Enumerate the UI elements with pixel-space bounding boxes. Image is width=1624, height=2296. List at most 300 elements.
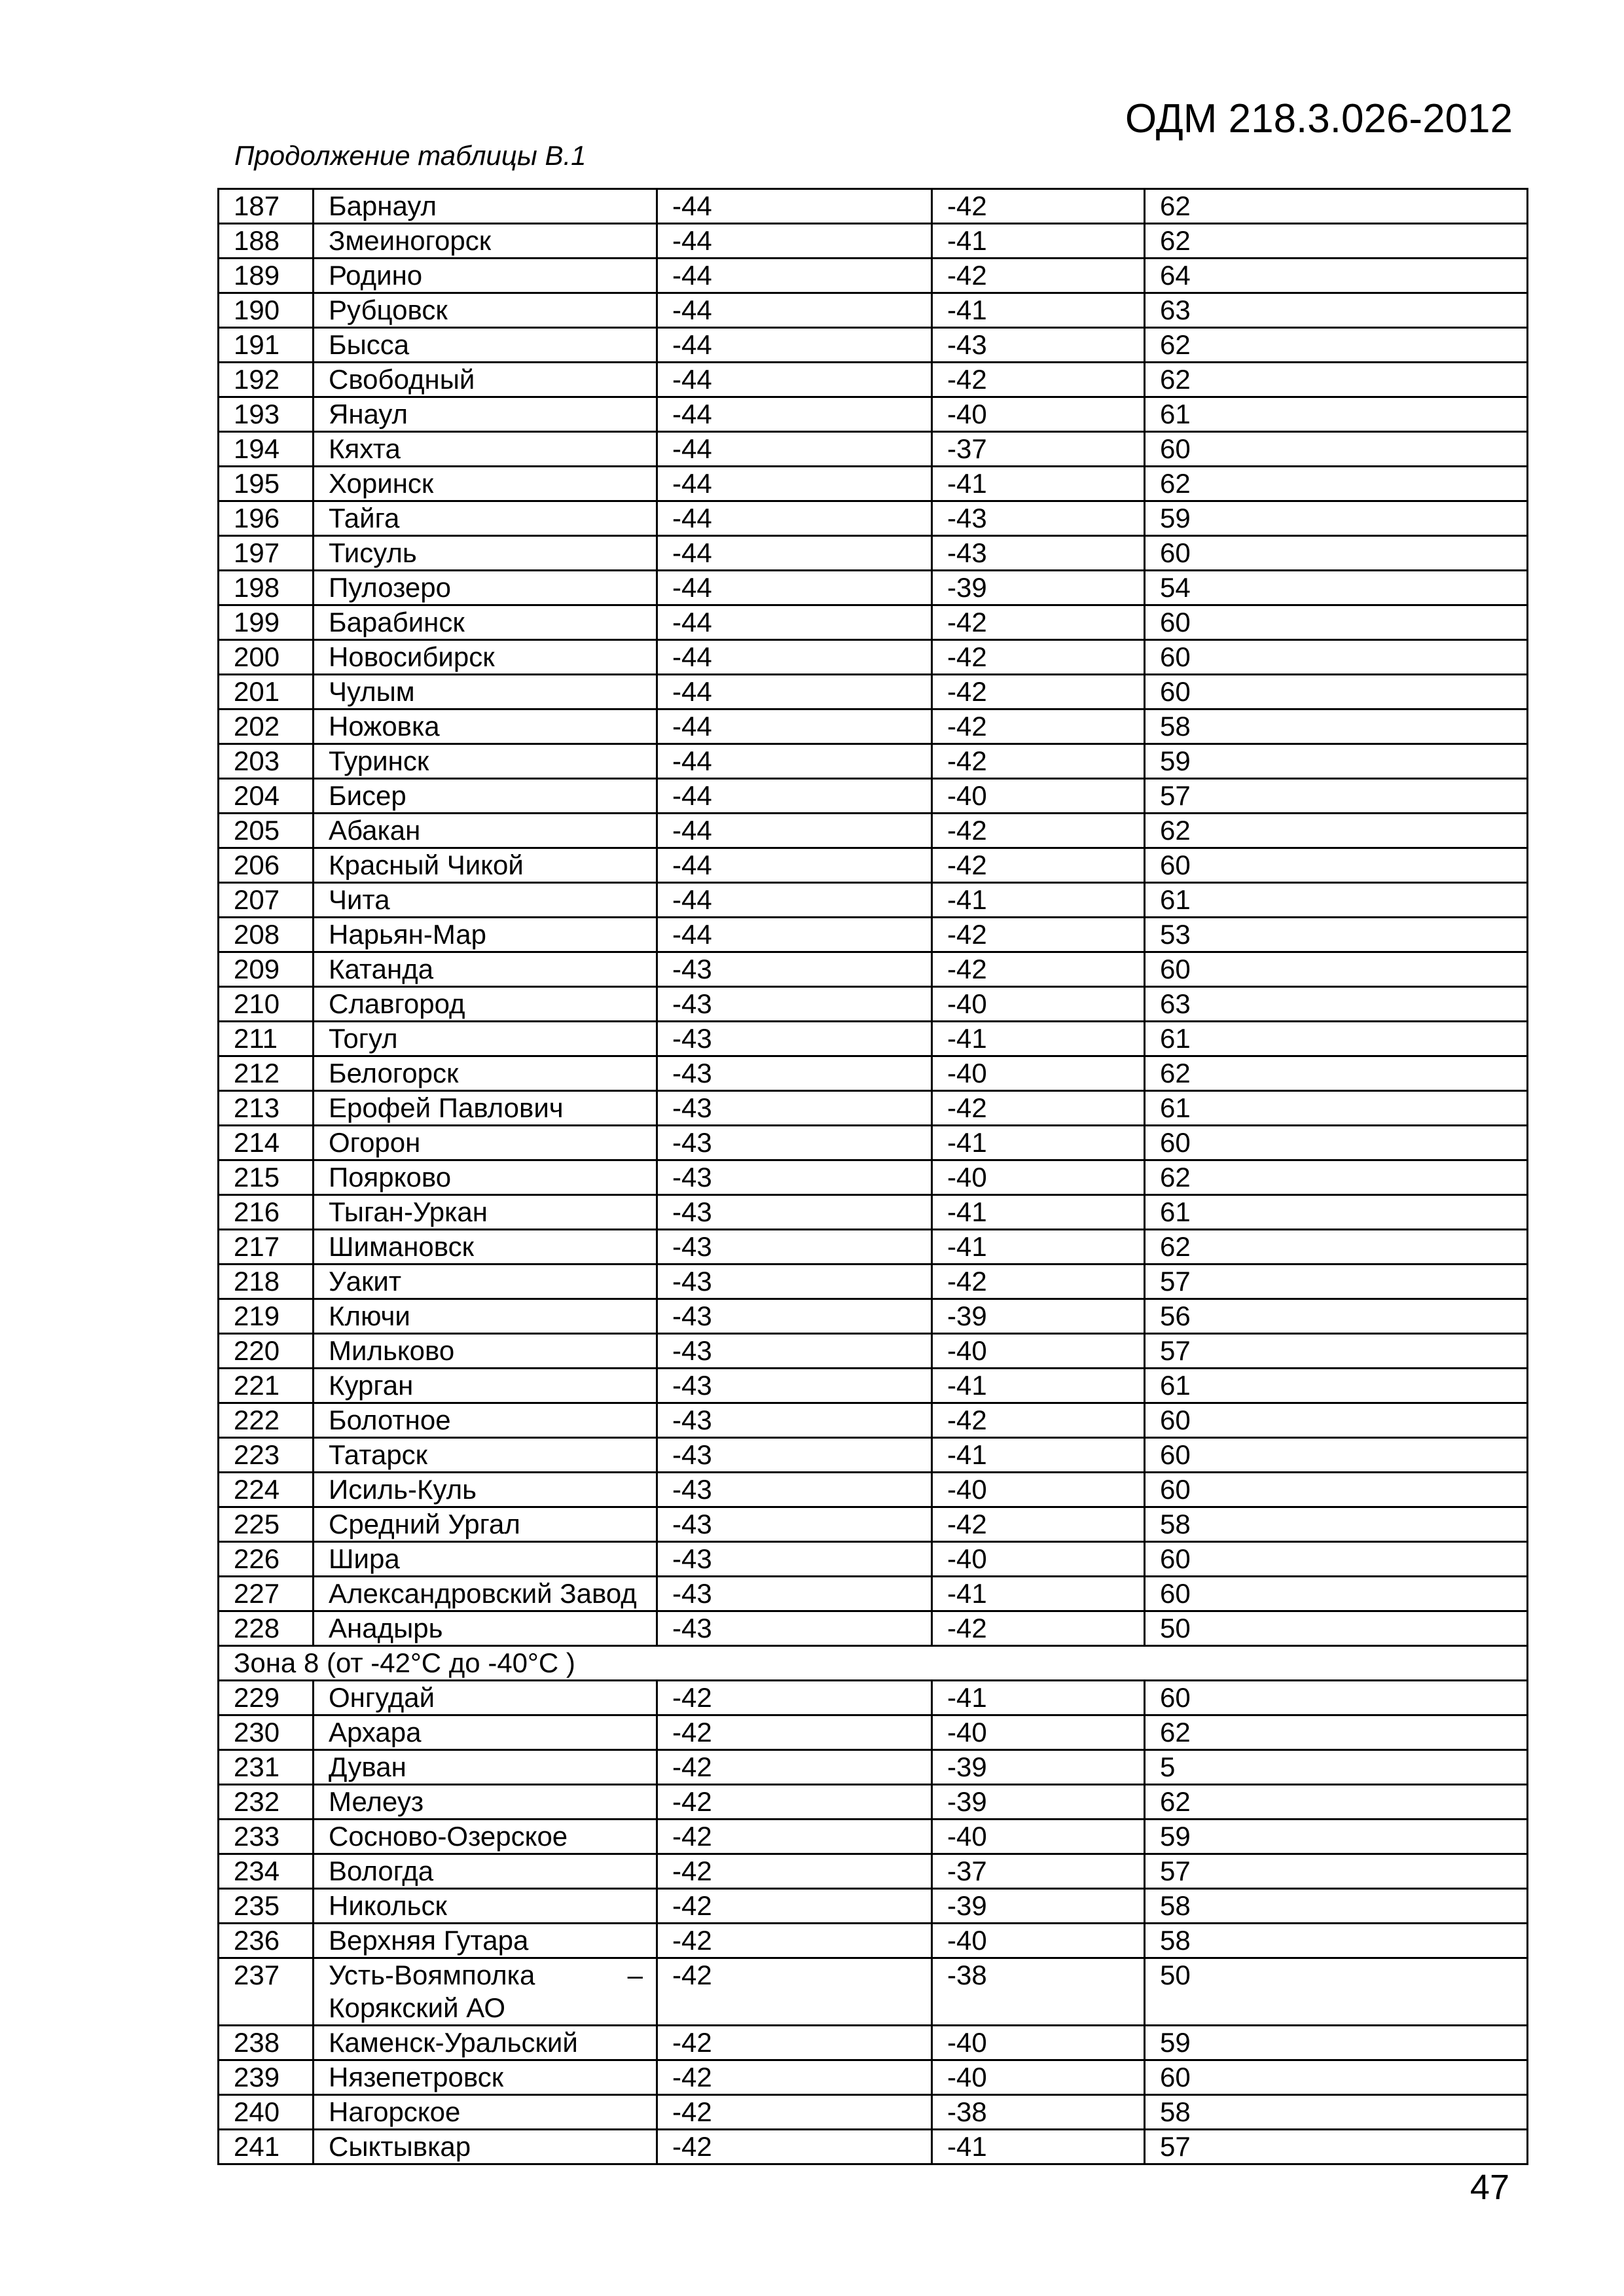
value-col-3: 60: [1145, 1681, 1528, 1715]
station-name: Барнаул: [314, 189, 657, 224]
station-name: Абакан: [314, 814, 657, 848]
zone-8-row: [219, 1646, 1528, 1681]
table-body-before-zone: [219, 189, 1528, 1646]
value-col-2: -40: [932, 1473, 1145, 1507]
value-col-1: -42: [657, 1715, 932, 1750]
table-row: [219, 1334, 1528, 1369]
value-col-1: -44: [657, 883, 932, 918]
value-col-1: -43: [657, 1299, 932, 1334]
row-number: 194: [219, 432, 314, 467]
value-col-1: -44: [657, 779, 932, 814]
value-col-2: -38: [932, 1958, 1145, 2026]
value-col-3: 57: [1145, 1854, 1528, 1889]
value-col-1: -43: [657, 1507, 932, 1542]
value-col-3: 60: [1145, 675, 1528, 709]
table-row: [219, 536, 1528, 571]
station-name: Онгудай: [314, 1681, 657, 1715]
row-number: 222: [219, 1403, 314, 1438]
value-col-1: -44: [657, 224, 932, 259]
value-col-1: -43: [657, 1369, 932, 1403]
value-col-1: -42: [657, 2095, 932, 2130]
station-name: Нарьян-Мар: [314, 918, 657, 952]
table-row: [219, 1958, 1528, 2026]
value-col-3: 61: [1145, 883, 1528, 918]
station-name: Архара: [314, 1715, 657, 1750]
value-col-3: 57: [1145, 2130, 1528, 2164]
row-number: 228: [219, 1611, 314, 1646]
row-number: 187: [219, 189, 314, 224]
value-col-1: -43: [657, 1403, 932, 1438]
table-row: [219, 397, 1528, 432]
table-row: [219, 1160, 1528, 1195]
row-number: 220: [219, 1334, 314, 1369]
value-col-2: -42: [932, 814, 1145, 848]
value-col-3: 61: [1145, 1369, 1528, 1403]
value-col-2: -40: [932, 1820, 1145, 1854]
value-col-3: 59: [1145, 1820, 1528, 1854]
value-col-3: 62: [1145, 1715, 1528, 1750]
station-name: Барабинск: [314, 605, 657, 640]
value-col-1: -43: [657, 1195, 932, 1230]
row-number: 229: [219, 1681, 314, 1715]
value-col-2: -42: [932, 1507, 1145, 1542]
value-col-2: -42: [932, 675, 1145, 709]
table-row: [219, 1924, 1528, 1958]
table-row: [219, 1785, 1528, 1820]
station-name: Родино: [314, 259, 657, 293]
value-col-2: -41: [932, 1230, 1145, 1265]
table-row: [219, 2130, 1528, 2164]
value-col-1: -43: [657, 1334, 932, 1369]
table-row: [219, 1265, 1528, 1299]
station-name: Мелеуз: [314, 1785, 657, 1820]
page-number: 47: [1470, 2168, 1509, 2207]
row-number: 227: [219, 1577, 314, 1611]
value-col-1: -42: [657, 1750, 932, 1785]
value-col-3: 57: [1145, 779, 1528, 814]
value-col-2: -42: [932, 363, 1145, 397]
value-col-3: 60: [1145, 605, 1528, 640]
row-number: 217: [219, 1230, 314, 1265]
value-col-1: -42: [657, 1854, 932, 1889]
table-row: [219, 744, 1528, 779]
value-col-2: -41: [932, 883, 1145, 918]
table-row: [219, 883, 1528, 918]
value-col-1: -44: [657, 675, 932, 709]
value-col-1: -43: [657, 1438, 932, 1473]
table-row: [219, 779, 1528, 814]
value-col-2: -42: [932, 744, 1145, 779]
station-name: Мильково: [314, 1334, 657, 1369]
station-name: Дуван: [314, 1750, 657, 1785]
value-col-1: -43: [657, 1611, 932, 1646]
table-row: [219, 1299, 1528, 1334]
row-number: 241: [219, 2130, 314, 2164]
table-body-final: [219, 2026, 1528, 2164]
value-col-3: 58: [1145, 1889, 1528, 1924]
station-name: Ерофей Павлович: [314, 1091, 657, 1126]
value-col-2: -40: [932, 1056, 1145, 1091]
row-number: 230: [219, 1715, 314, 1750]
value-col-1: -44: [657, 328, 932, 363]
table-row: [219, 1681, 1528, 1715]
value-col-3: 61: [1145, 1091, 1528, 1126]
station-name: Тыган-Уркан: [314, 1195, 657, 1230]
climate-table: [217, 188, 1528, 2165]
value-col-2: -41: [932, 1195, 1145, 1230]
station-name: Пулозеро: [314, 571, 657, 605]
value-col-3: 57: [1145, 1334, 1528, 1369]
value-col-2: -39: [932, 1299, 1145, 1334]
station-name: Верхняя Гутара: [314, 1924, 657, 1958]
station-name: Болотное: [314, 1403, 657, 1438]
row-number: 207: [219, 883, 314, 918]
value-col-1: -44: [657, 432, 932, 467]
row-number: 211: [219, 1022, 314, 1056]
table-row: [219, 814, 1528, 848]
row-number: 200: [219, 640, 314, 675]
row-number: 213: [219, 1091, 314, 1126]
table-row: [219, 1889, 1528, 1924]
table-row: [219, 467, 1528, 501]
station-name: Тайга: [314, 501, 657, 536]
value-col-1: -42: [657, 2060, 932, 2095]
value-col-2: -37: [932, 1854, 1145, 1889]
station-name-line2: Корякский АО: [329, 1992, 506, 2023]
station-name: Змеиногорск: [314, 224, 657, 259]
value-col-1: -43: [657, 987, 932, 1022]
value-col-3: 58: [1145, 709, 1528, 744]
value-col-3: 58: [1145, 1507, 1528, 1542]
value-col-1: -42: [657, 1889, 932, 1924]
value-col-2: -40: [932, 1334, 1145, 1369]
table-row: [219, 1022, 1528, 1056]
table-row: [219, 1473, 1528, 1507]
station-name: Нязепетровск: [314, 2060, 657, 2095]
value-col-2: -43: [932, 501, 1145, 536]
value-col-2: -40: [932, 1542, 1145, 1577]
value-col-2: -42: [932, 848, 1145, 883]
row-number: 202: [219, 709, 314, 744]
value-col-2: -41: [932, 1126, 1145, 1160]
value-col-3: 59: [1145, 744, 1528, 779]
station-name: Тогул: [314, 1022, 657, 1056]
value-col-3: 59: [1145, 2026, 1528, 2060]
value-col-2: -43: [932, 536, 1145, 571]
station-name: Сосново-Озерское: [314, 1820, 657, 1854]
station-name: Свободный: [314, 363, 657, 397]
table-row: [219, 259, 1528, 293]
value-col-1: -43: [657, 1265, 932, 1299]
row-number: 191: [219, 328, 314, 363]
table-row: [219, 189, 1528, 224]
value-col-3: 58: [1145, 1924, 1528, 1958]
value-col-3: 5: [1145, 1750, 1528, 1785]
station-name: Чулым: [314, 675, 657, 709]
value-col-3: 61: [1145, 1195, 1528, 1230]
row-number: 234: [219, 1854, 314, 1889]
value-col-3: 62: [1145, 1056, 1528, 1091]
table-row: [219, 1056, 1528, 1091]
zone-section: [219, 1646, 1528, 1681]
row-number: 204: [219, 779, 314, 814]
value-col-3: 60: [1145, 536, 1528, 571]
station-name: Янаул: [314, 397, 657, 432]
value-col-1: -44: [657, 189, 932, 224]
value-col-2: -41: [932, 1369, 1145, 1403]
station-name: Катанда: [314, 952, 657, 987]
station-name: Каменск-Уральский: [314, 2026, 657, 2060]
value-col-1: -43: [657, 1230, 932, 1265]
station-name: Шимановск: [314, 1230, 657, 1265]
station-name: Новосибирск: [314, 640, 657, 675]
station-name: Тисуль: [314, 536, 657, 571]
value-col-3: 59: [1145, 501, 1528, 536]
value-col-3: 63: [1145, 987, 1528, 1022]
table-row: [219, 1369, 1528, 1403]
station-name: Огорон: [314, 1126, 657, 1160]
station-name: Славгород: [314, 987, 657, 1022]
value-col-1: -44: [657, 814, 932, 848]
row-number: 188: [219, 224, 314, 259]
station-name: Бисер: [314, 779, 657, 814]
value-col-3: 60: [1145, 1473, 1528, 1507]
value-col-1: -43: [657, 1056, 932, 1091]
table-row: [219, 328, 1528, 363]
value-col-3: 62: [1145, 224, 1528, 259]
station-name: Поярково: [314, 1160, 657, 1195]
row-number: 201: [219, 675, 314, 709]
row-number: 199: [219, 605, 314, 640]
value-col-1: -43: [657, 952, 932, 987]
table-row: [219, 2026, 1528, 2060]
value-col-1: -43: [657, 1126, 932, 1160]
value-col-1: -44: [657, 467, 932, 501]
station-name: [314, 1958, 657, 2026]
value-col-3: 62: [1145, 328, 1528, 363]
row-number: 189: [219, 259, 314, 293]
row-number: 198: [219, 571, 314, 605]
table-row: [219, 1611, 1528, 1646]
station-name: Вологда: [314, 1854, 657, 1889]
station-name: Туринск: [314, 744, 657, 779]
value-col-3: 64: [1145, 259, 1528, 293]
row-number: 216: [219, 1195, 314, 1230]
value-col-3: 60: [1145, 952, 1528, 987]
value-col-3: 58: [1145, 2095, 1528, 2130]
table-row: [219, 1438, 1528, 1473]
row-237-section: [219, 1958, 1528, 2026]
value-col-1: -44: [657, 709, 932, 744]
value-col-2: -41: [932, 224, 1145, 259]
station-name: Сыктывкар: [314, 2130, 657, 2164]
value-col-3: 60: [1145, 432, 1528, 467]
station-name: Исиль-Куль: [314, 1473, 657, 1507]
row-number: 233: [219, 1820, 314, 1854]
value-col-3: 62: [1145, 363, 1528, 397]
value-col-1: -42: [657, 1958, 932, 2026]
value-col-2: -42: [932, 640, 1145, 675]
station-name: Красный Чикой: [314, 848, 657, 883]
value-col-2: -40: [932, 2026, 1145, 2060]
row-number: 240: [219, 2095, 314, 2130]
value-col-3: 62: [1145, 189, 1528, 224]
value-col-3: 62: [1145, 814, 1528, 848]
value-col-1: -43: [657, 1577, 932, 1611]
value-col-1: -42: [657, 1924, 932, 1958]
table-row: [219, 293, 1528, 328]
value-col-3: 50: [1145, 1958, 1528, 2026]
value-col-2: -40: [932, 397, 1145, 432]
row-number: 239: [219, 2060, 314, 2095]
value-col-3: 57: [1145, 1265, 1528, 1299]
table-body-after-zone: [219, 1681, 1528, 1958]
table-row: [219, 224, 1528, 259]
value-col-1: -42: [657, 1820, 932, 1854]
row-number: 192: [219, 363, 314, 397]
value-col-2: -41: [932, 1022, 1145, 1056]
row-number: 209: [219, 952, 314, 987]
table-row: [219, 848, 1528, 883]
value-col-2: -43: [932, 328, 1145, 363]
station-name: Уакит: [314, 1265, 657, 1299]
table-row: [219, 432, 1528, 467]
row-number: 232: [219, 1785, 314, 1820]
table-row: [219, 1230, 1528, 1265]
station-name: Бысса: [314, 328, 657, 363]
value-col-2: -38: [932, 2095, 1145, 2130]
row-number: 190: [219, 293, 314, 328]
value-col-2: -39: [932, 1889, 1145, 1924]
value-col-1: -42: [657, 2130, 932, 2164]
station-name: Ножовка: [314, 709, 657, 744]
table-row: [219, 709, 1528, 744]
value-col-3: 62: [1145, 467, 1528, 501]
value-col-1: -42: [657, 1681, 932, 1715]
value-col-2: -40: [932, 779, 1145, 814]
value-col-2: -39: [932, 1750, 1145, 1785]
value-col-2: -41: [932, 2130, 1145, 2164]
table-row: [219, 918, 1528, 952]
value-col-1: -43: [657, 1022, 932, 1056]
value-col-2: -42: [932, 1265, 1145, 1299]
value-col-1: -43: [657, 1091, 932, 1126]
row-number: 212: [219, 1056, 314, 1091]
station-name: Ключи: [314, 1299, 657, 1334]
value-col-2: -41: [932, 467, 1145, 501]
value-col-2: -41: [932, 1681, 1145, 1715]
table-row: [219, 987, 1528, 1022]
value-col-3: 54: [1145, 571, 1528, 605]
document-code: ОДМ 218.3.026-2012: [1125, 96, 1513, 141]
value-col-1: -42: [657, 2026, 932, 2060]
table-row: [219, 1542, 1528, 1577]
table-row: [219, 1750, 1528, 1785]
table-row: [219, 571, 1528, 605]
row-number: 210: [219, 987, 314, 1022]
value-col-2: -40: [932, 2060, 1145, 2095]
row-number: 215: [219, 1160, 314, 1195]
value-col-1: -43: [657, 1160, 932, 1195]
value-col-3: 60: [1145, 1126, 1528, 1160]
value-col-1: -44: [657, 571, 932, 605]
value-col-1: -44: [657, 605, 932, 640]
row-number: 221: [219, 1369, 314, 1403]
value-col-2: -42: [932, 918, 1145, 952]
table-row: [219, 1195, 1528, 1230]
station-name: Анадырь: [314, 1611, 657, 1646]
value-col-2: -40: [932, 1715, 1145, 1750]
row-number: 238: [219, 2026, 314, 2060]
table-row: [219, 363, 1528, 397]
table-row: [219, 1507, 1528, 1542]
station-name: Кяхта: [314, 432, 657, 467]
value-col-2: -42: [932, 1611, 1145, 1646]
value-col-2: -41: [932, 293, 1145, 328]
value-col-3: 63: [1145, 293, 1528, 328]
row-number: 197: [219, 536, 314, 571]
value-col-2: -39: [932, 1785, 1145, 1820]
value-col-2: -41: [932, 1577, 1145, 1611]
value-col-1: -44: [657, 397, 932, 432]
table-row: [219, 1091, 1528, 1126]
value-col-1: -44: [657, 640, 932, 675]
row-number: 218: [219, 1265, 314, 1299]
value-col-1: -43: [657, 1542, 932, 1577]
value-col-2: -40: [932, 1924, 1145, 1958]
value-col-1: -44: [657, 848, 932, 883]
value-col-2: -42: [932, 952, 1145, 987]
value-col-1: -44: [657, 744, 932, 779]
station-name: Курган: [314, 1369, 657, 1403]
row-number: 223: [219, 1438, 314, 1473]
row-number: 226: [219, 1542, 314, 1577]
row-number: 224: [219, 1473, 314, 1507]
station-name: Белогорск: [314, 1056, 657, 1091]
station-name: Средний Ургал: [314, 1507, 657, 1542]
table-row: [219, 2095, 1528, 2130]
row-number: 214: [219, 1126, 314, 1160]
table-caption: Продолжение таблицы В.1: [234, 140, 586, 171]
table-row: [219, 1126, 1528, 1160]
row-number: 205: [219, 814, 314, 848]
value-col-2: -42: [932, 259, 1145, 293]
table-row: [219, 605, 1528, 640]
station-name: Никольск: [314, 1889, 657, 1924]
value-col-3: 61: [1145, 1022, 1528, 1056]
value-col-2: -39: [932, 571, 1145, 605]
value-col-2: -42: [932, 1091, 1145, 1126]
value-col-2: -42: [932, 1403, 1145, 1438]
value-col-3: 60: [1145, 1577, 1528, 1611]
value-col-3: 60: [1145, 848, 1528, 883]
value-col-3: 56: [1145, 1299, 1528, 1334]
value-col-3: 62: [1145, 1785, 1528, 1820]
value-col-3: 60: [1145, 1542, 1528, 1577]
row-number: 219: [219, 1299, 314, 1334]
value-col-2: -40: [932, 1160, 1145, 1195]
value-col-1: -44: [657, 363, 932, 397]
row-number: 208: [219, 918, 314, 952]
station-name: Нагорское: [314, 2095, 657, 2130]
value-col-1: -44: [657, 501, 932, 536]
value-col-3: 62: [1145, 1230, 1528, 1265]
row-number: 235: [219, 1889, 314, 1924]
value-col-1: -44: [657, 293, 932, 328]
table-row: [219, 952, 1528, 987]
value-col-3: 62: [1145, 1160, 1528, 1195]
row-number: 203: [219, 744, 314, 779]
